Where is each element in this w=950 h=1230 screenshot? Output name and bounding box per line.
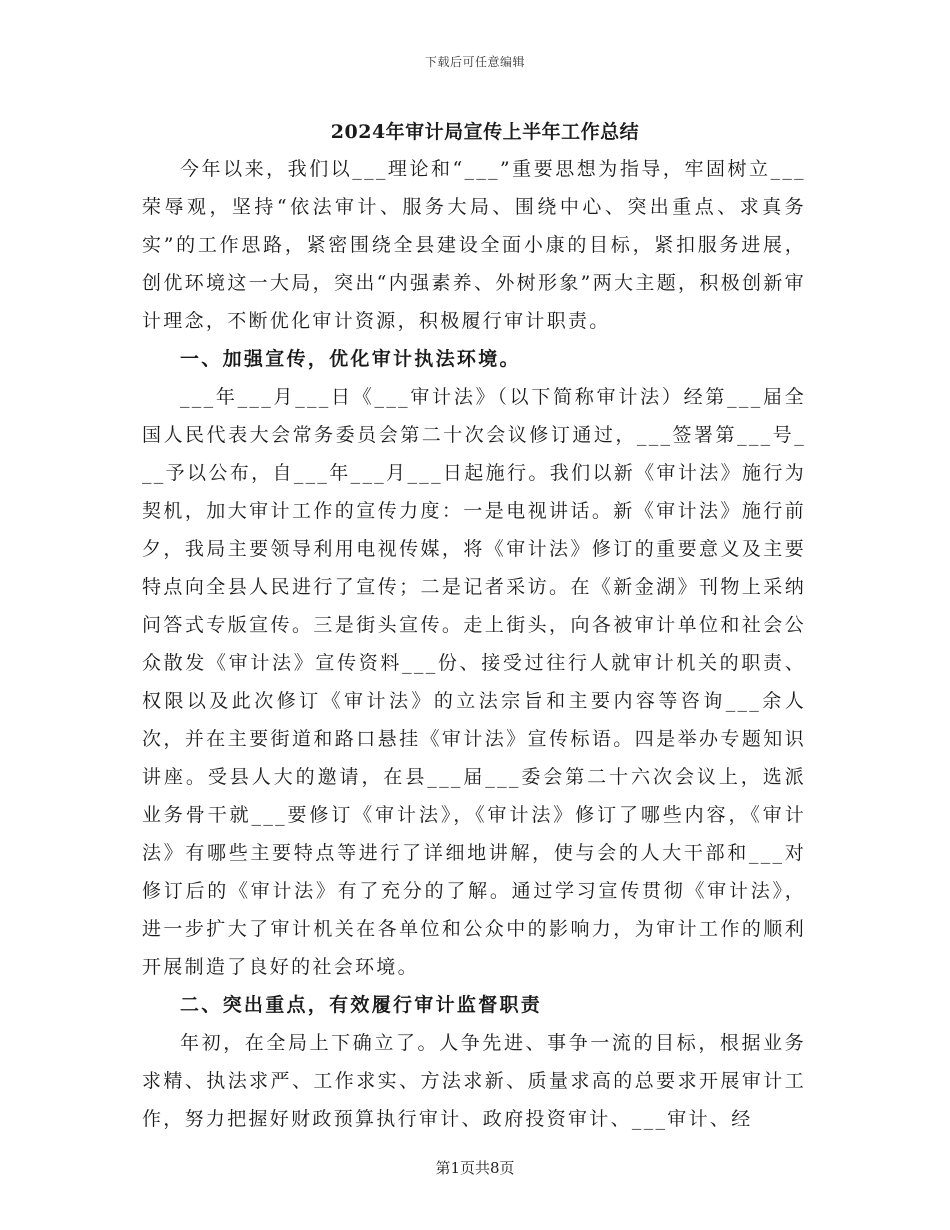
body-paragraph: 年初，在全局上下确立了。人争先进、事争一流的目标，根据业务求精、执法求严、工作求实、方法求新、质量求高的总要求开展审计工作，努力把握好财政预算执行审计、政府投资审计、___审计、经 [142,1032,806,1130]
section-heading: 二、突出重点，有效履行审计监督职责 [180,994,543,1016]
document-body [142,150,806,1138]
page-footer: 第1页共8页 [435,1159,515,1177]
body-paragraph: 今年以来，我们以___理论和“___”重要思想为指导，牢固树立___荣辱观，坚持“依法审计、服务大局、围绕中心、突出重点、求真务实”的工作思路，紧密围绕全县建设全面小康的目标，紧扣服务进展，创优环境这一大局，突出“内强素养、外树形象”两大主题，积极创新审计理念，不断优化审计资源，积极履行审计职责。 [142,158,806,332]
section-heading: 一、加强宣传，优化审计执法环境。 [180,348,521,370]
body-paragraph: ___年___月___日《___审计法》（以下简称审计法）经第___届全国人民代表大会常务委员会第二十次会议修订通过，___签署第___号___予以公布，自___年___月___日起施行。我们以新《审计法》施行为契机，加大审计工作的宣传力度：一是电视讲话。新《审计法》施行前夕，我局主要领导利用电视传媒，将《审计法》修订的重要意义及主要特点向全县人民进行了宣传；二是记者采访。在《新金湖》刊物上采纳问答式专版宣传。三是街头宣传。走上街头，向各被审计单位和社会公众散发《审计法》宣传资料___份、接受过往行人就审计机关的职责、权限以及此次修订《审计法》的立法宗旨和主要内容等咨询___余人次，并在主要街道和路口悬挂《审计法》宣传标语。四是举办专题知识讲座。受县人大的邀请，在县___届___委会第二十六次会议上，选派业务骨干就___要修订《审计法》，《审计法》修订了哪些内容，《审计法》有哪些主要特点等进行了详细地讲解，使与会的人大干部和___对修订后的《审计法》有了充分的了解。通过学习宣传贯彻《审计法》，进一步扩大了审计机关在各单位和公众中的影响力，为审计工作的顺利开展制造了良好的社会环境。 [142,386,806,978]
header-note: 下载后可任意编辑 [424,55,525,69]
document-title: 2024年审计局宣传上半年工作总结 [330,121,640,143]
